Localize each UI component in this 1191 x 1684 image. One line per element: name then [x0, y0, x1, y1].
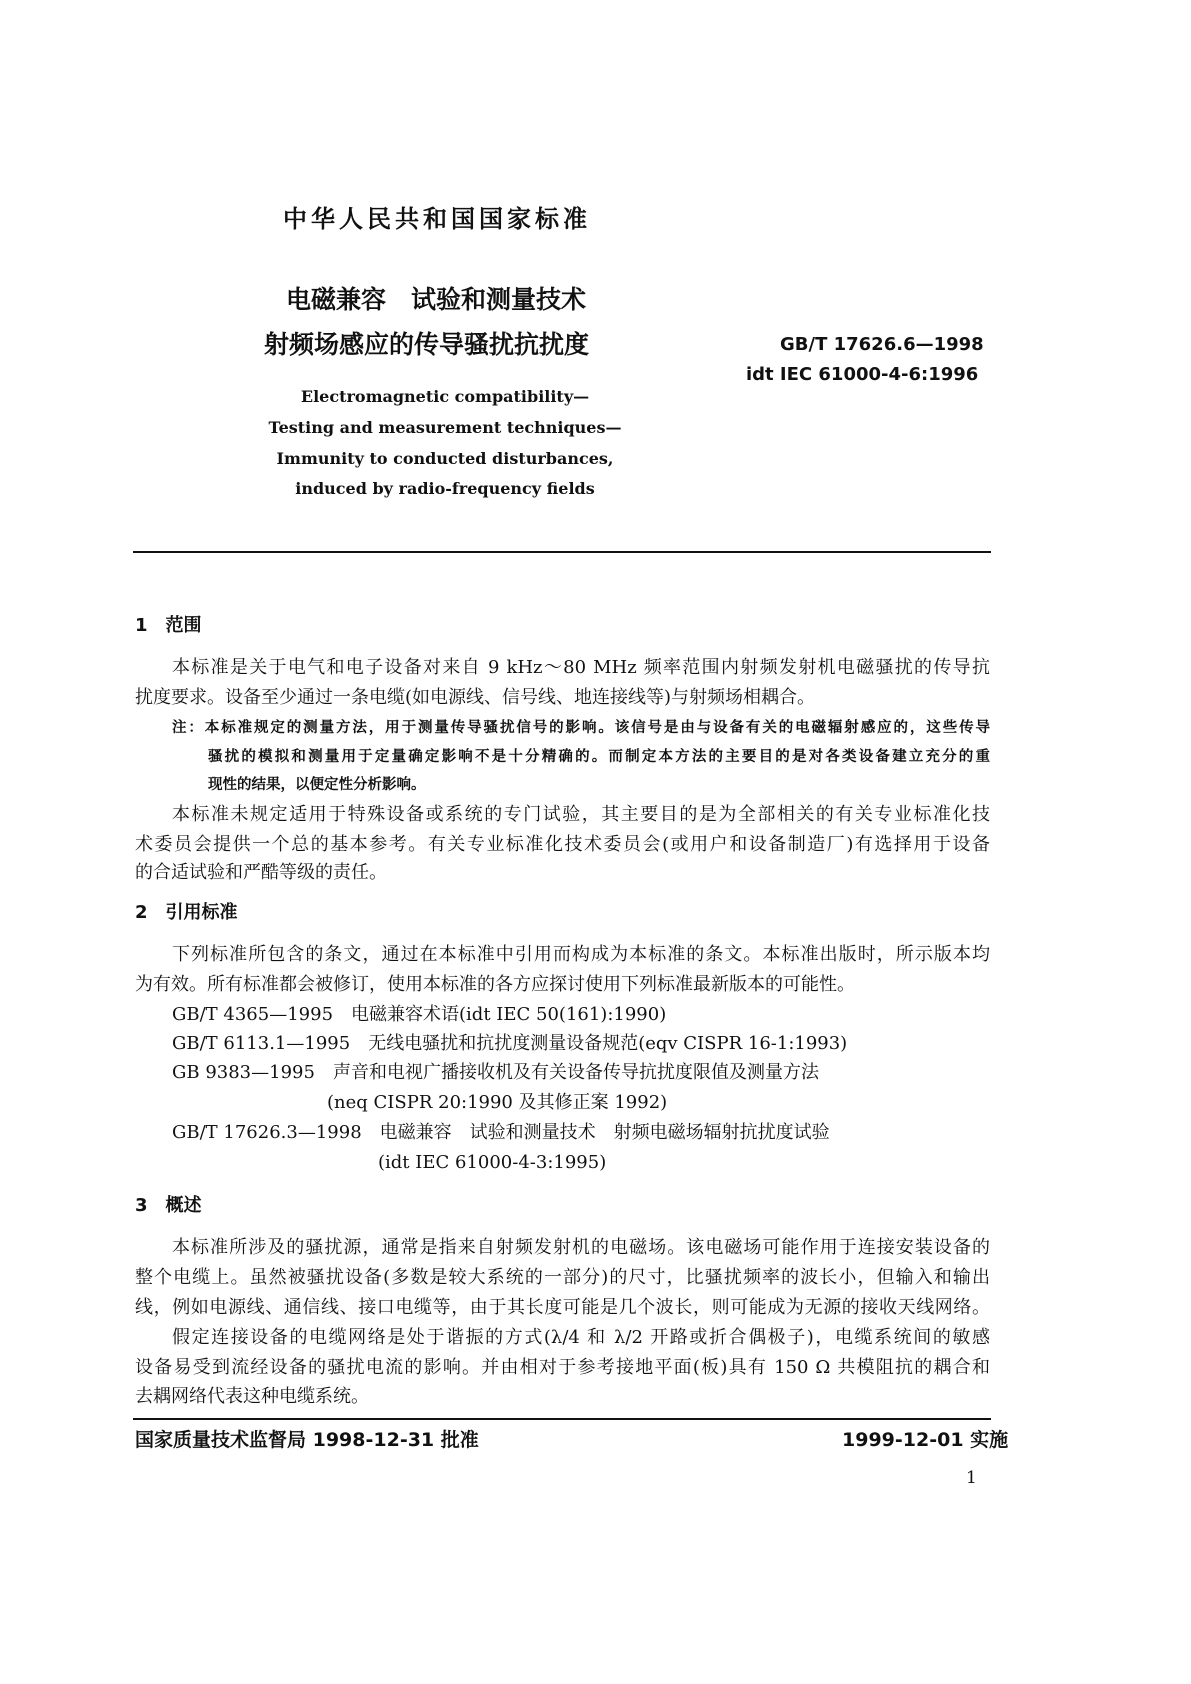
paragraph-line: 本标准是关于电气和电子设备对来自 9 kHz～80 MHz 频率范围内射频发射机电磁骚扰的传导抗 — [172, 657, 990, 678]
page-number: 1 — [966, 1468, 977, 1488]
reference-item: GB 9383—1995 声音和电视广播接收机及有关设备传导抗扰度限值及测量方法 — [172, 1062, 819, 1083]
title-line-1: 电磁兼容 试验和测量技术 — [286, 285, 587, 314]
reference-item: GB/T 6113.1—1995 无线电骚扰和抗扰度测量设备规范(eqv CISPR 16-1:1993) — [172, 1033, 848, 1054]
effective-date: 1999-12-01 实施 — [842, 1429, 1009, 1451]
reference-item: GB/T 4365—1995 电磁兼容术语(idt IEC 50(161):1990) — [172, 1004, 667, 1025]
section-heading: 2 引用标准 — [135, 902, 238, 923]
header-divider — [133, 551, 991, 553]
paragraph-line: 去耦网络代表这种电缆系统。 — [135, 1386, 369, 1407]
paragraph-line: 为有效。所有标准都会被修订，使用本标准的各方应探讨使用下列标准最新版本的可能性。 — [135, 974, 855, 995]
paragraph-line: 假定连接设备的电缆网络是处于谐振的方式(λ/4 和 λ/2 开路或折合偶极子)，电缆系统间的敏感 — [172, 1327, 990, 1348]
paragraph-line: 术委员会提供一个总的基本参考。有关专业标准化技术委员会(或用户和设备制造厂)有选择用于设备 — [135, 834, 990, 855]
note-line: 注：本标准规定的测量方法，用于测量传导骚扰信号的影响。该信号是由与设备有关的电磁辐射感应的，这些传导 — [172, 720, 990, 736]
section-heading: 3 概述 — [135, 1195, 202, 1216]
national-standard-header: 中华人民共和国国家标准 — [283, 205, 591, 233]
english-title-line: induced by radio-frequency fields — [295, 479, 595, 498]
note-line: 现性的结果，以便定性分析影响。 — [208, 777, 426, 793]
paragraph-line: 线，例如电源线、通信线、接口电缆等，由于其长度可能是几个波长，则可能成为无源的接收天线网络。 — [135, 1297, 990, 1318]
paragraph-line: 整个电缆上。虽然被骚扰设备(多数是较大系统的一部分)的尺寸，比骚扰频率的波长小，但输入和输出 — [135, 1267, 990, 1288]
paragraph-line: 本标准未规定适用于特殊设备或系统的专门试验，其主要目的是为全部相关的有关专业标准化技 — [172, 804, 990, 825]
title-line-2: 射频场感应的传导骚扰抗扰度 — [264, 330, 590, 359]
note-line: 骚扰的模拟和测量用于定量确定影响不是十分精确的。而制定本方法的主要目的是对各类设备建立充分的重 — [208, 749, 990, 765]
english-title-line: Testing and measurement techniques— — [268, 418, 622, 437]
idt-reference: idt IEC 61000-4-6:1996 — [746, 364, 979, 385]
standard-code: GB/T 17626.6—1998 — [780, 334, 984, 355]
paragraph-line: 本标准所涉及的骚扰源，通常是指来自射频发射机的电磁场。该电磁场可能作用于连接安装设备的 — [172, 1237, 990, 1258]
reference-item: GB/T 17626.3—1998 电磁兼容 试验和测量技术 射频电磁场辐射抗扰度试验 — [172, 1122, 830, 1143]
reference-item: (neq CISPR 20:1990 及其修正案 1992) — [327, 1092, 668, 1113]
section-heading: 1 范围 — [135, 615, 202, 636]
paragraph-line: 的合适试验和严酷等级的责任。 — [135, 862, 387, 883]
english-title-line: Electromagnetic compatibility— — [300, 387, 590, 406]
paragraph-line: 设备易受到流经设备的骚扰电流的影响。并由相对于参考接地平面(板)具有 150 Ω 共模阻抗的耦合和 — [135, 1357, 990, 1378]
approval-text: 国家质量技术监督局 1998-12-31 批准 — [135, 1429, 479, 1451]
english-title-line: Immunity to conducted disturbances, — [276, 449, 614, 468]
paragraph-line: 下列标准所包含的条文，通过在本标准中引用而构成为本标准的条文。本标准出版时，所示版本均 — [172, 944, 990, 965]
reference-item: (idt IEC 61000-4-3:1995) — [378, 1152, 607, 1173]
paragraph-line: 扰度要求。设备至少通过一条电缆(如电源线、信号线、地连接线等)与射频场相耦合。 — [135, 687, 816, 708]
footer-divider — [133, 1418, 991, 1420]
